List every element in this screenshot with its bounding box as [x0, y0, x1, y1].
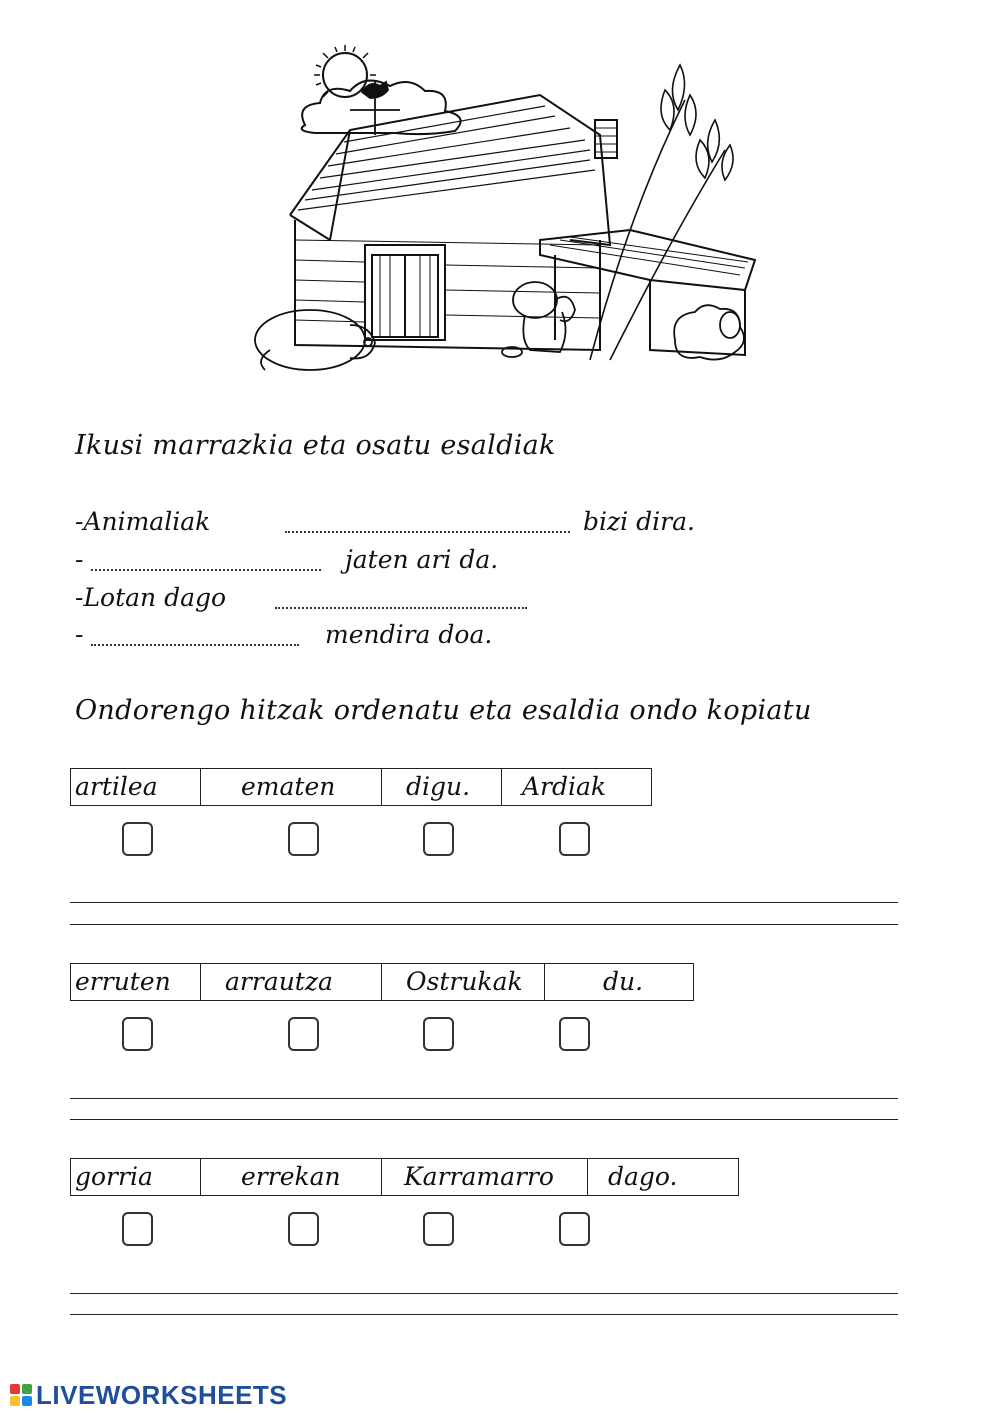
word-cell: arrautza	[201, 964, 382, 1000]
brand-name: LIVEWORKSHEETS	[36, 1379, 288, 1410]
word-cell: artilea	[71, 769, 201, 805]
writing-line[interactable]	[70, 1293, 898, 1294]
line-suffix: jaten ari da.	[345, 545, 499, 574]
word-row-2	[70, 963, 694, 1001]
wheat-icon	[590, 65, 733, 360]
blank-dotted-line[interactable]	[285, 531, 570, 533]
word-cell: Karramarro	[382, 1159, 588, 1195]
logo-tile	[22, 1384, 32, 1394]
line-prefix: -	[75, 545, 84, 574]
word-cell: Ardiak	[522, 772, 607, 801]
word-cell: gorria	[71, 1159, 201, 1195]
logo-tile	[10, 1384, 20, 1394]
order-checkbox[interactable]	[122, 1212, 153, 1246]
word-cell: ematen	[201, 769, 382, 805]
farm-barn-illustration	[250, 40, 770, 380]
order-checkbox[interactable]	[423, 1212, 454, 1246]
blank-dotted-line[interactable]	[91, 569, 321, 571]
order-checkbox[interactable]	[423, 1017, 454, 1051]
writing-line[interactable]	[70, 1119, 898, 1120]
order-checkbox[interactable]	[423, 822, 454, 856]
writing-line[interactable]	[70, 1098, 898, 1099]
word-row-3	[70, 1158, 739, 1196]
line-suffix: mendira doa.	[325, 620, 493, 649]
liveworksheets-logo-icon	[10, 1384, 32, 1406]
weather-vane-icon	[350, 80, 400, 135]
word-cell: dago.	[608, 1162, 678, 1191]
order-checkbox[interactable]	[288, 1017, 319, 1051]
word-cell: digu.	[382, 769, 502, 805]
order-checkbox[interactable]	[288, 822, 319, 856]
line-suffix: bizi dira.	[583, 507, 695, 536]
section2-heading: Ondorengo hitzak ordenatu eta esaldia ondo kopiatu	[75, 695, 812, 726]
blank-dotted-line[interactable]	[275, 607, 527, 609]
order-checkbox[interactable]	[559, 1212, 590, 1246]
logo-tile	[22, 1396, 32, 1406]
pig-icon	[255, 310, 375, 370]
order-checkbox[interactable]	[122, 822, 153, 856]
dog-icon	[502, 282, 575, 357]
word-cell: du.	[603, 967, 644, 996]
order-checkbox[interactable]	[288, 1212, 319, 1246]
word-cell: erruten	[71, 964, 201, 1000]
section1-heading: Ikusi marrazkia eta osatu esaldiak	[75, 430, 556, 461]
line-prefix: -Lotan dago	[75, 583, 227, 612]
word-row-1	[70, 768, 652, 806]
footer-logo[interactable]	[10, 1378, 287, 1412]
logo-tile	[10, 1396, 20, 1406]
order-checkbox[interactable]	[559, 1017, 590, 1051]
line-prefix: -	[75, 620, 84, 649]
order-checkbox[interactable]	[559, 822, 590, 856]
word-cell: errekan	[201, 1159, 382, 1195]
blank-dotted-line[interactable]	[91, 644, 299, 646]
writing-line[interactable]	[70, 902, 898, 903]
writing-line[interactable]	[70, 1314, 898, 1315]
word-cell: Ostrukak	[382, 964, 545, 1000]
writing-line[interactable]	[70, 924, 898, 925]
line-prefix: -Animaliak	[75, 507, 211, 536]
order-checkbox[interactable]	[122, 1017, 153, 1051]
